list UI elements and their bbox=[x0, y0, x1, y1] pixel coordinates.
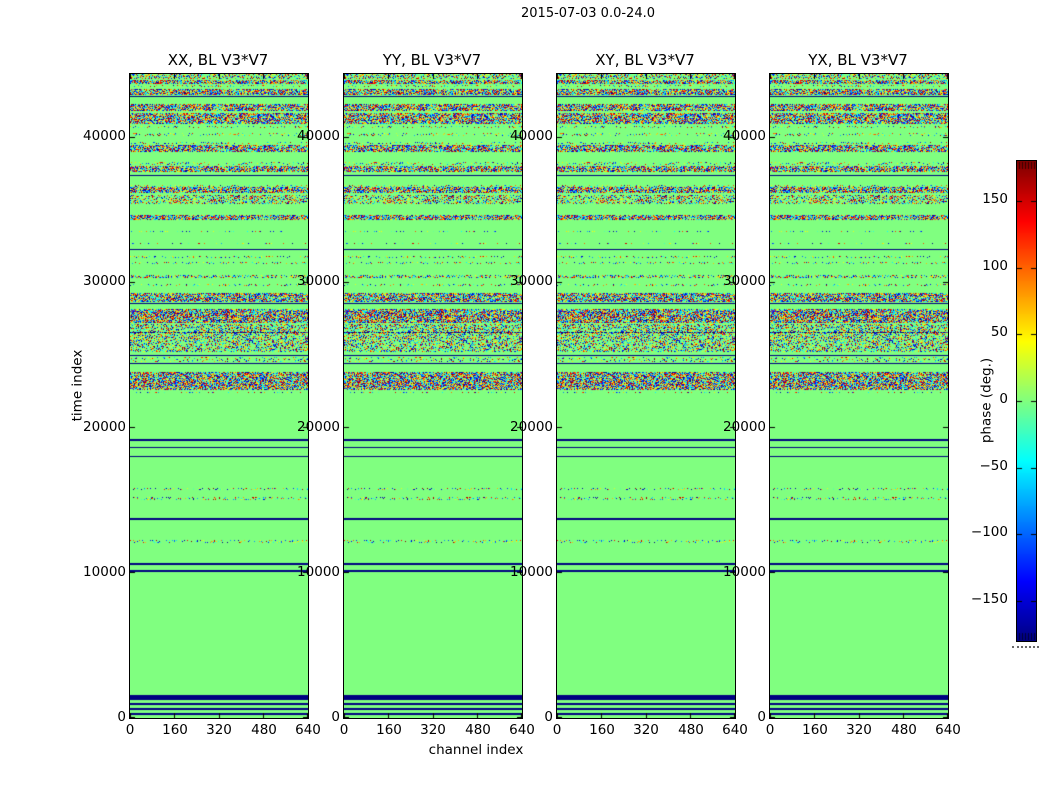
y-tick-label: 10000 bbox=[297, 564, 340, 580]
panel-title: XX, BL V3*V7 bbox=[167, 51, 269, 69]
heatmap-image bbox=[770, 74, 948, 718]
x-tick-label: 0 bbox=[339, 722, 349, 738]
y-tick-label: 10000 bbox=[723, 564, 766, 580]
heatmap-panel bbox=[343, 73, 523, 719]
y-tick-label: 40000 bbox=[510, 128, 553, 144]
x-tick-label: 320 bbox=[206, 722, 232, 738]
panel-title: XY, BL V3*V7 bbox=[595, 51, 695, 69]
x-tick-label: 0 bbox=[765, 722, 775, 738]
heatmap-panel bbox=[556, 73, 736, 719]
x-tick-label: 640 bbox=[722, 722, 748, 738]
x-tick-label: 640 bbox=[295, 722, 321, 738]
colorbar-tick-label: −50 bbox=[979, 458, 1008, 474]
x-tick-label: 160 bbox=[376, 722, 402, 738]
x-tick-label: 160 bbox=[162, 722, 188, 738]
colorbar-tick-label: 0 bbox=[999, 391, 1008, 407]
colorbar-tick-label: −150 bbox=[970, 591, 1008, 607]
y-tick-label: 30000 bbox=[83, 273, 126, 289]
heatmap-image bbox=[344, 74, 522, 718]
y-tick-label: 0 bbox=[331, 709, 340, 725]
y-tick-label: 0 bbox=[117, 709, 126, 725]
x-tick-label: 480 bbox=[678, 722, 704, 738]
y-tick-label: 40000 bbox=[723, 128, 766, 144]
y-tick-label: 20000 bbox=[297, 419, 340, 435]
heatmap-image bbox=[557, 74, 735, 718]
x-tick-label: 480 bbox=[891, 722, 917, 738]
x-tick-label: 320 bbox=[420, 722, 446, 738]
colorbar-label: phase (deg.) bbox=[978, 357, 995, 444]
y-axis-label: time index bbox=[69, 349, 86, 422]
y-tick-label: 30000 bbox=[510, 273, 553, 289]
x-axis-label: channel index bbox=[428, 742, 524, 758]
y-tick-label: 40000 bbox=[83, 128, 126, 144]
y-tick-label: 20000 bbox=[510, 419, 553, 435]
heatmap-panel bbox=[769, 73, 949, 719]
colorbar-tick-label: −100 bbox=[970, 524, 1008, 540]
colorbar-gradient bbox=[1017, 161, 1036, 641]
colorbar-tick-label: 100 bbox=[982, 258, 1008, 274]
colorbar-extend-dots bbox=[1012, 646, 1039, 648]
y-tick-label: 10000 bbox=[510, 564, 553, 580]
colorbar-tick-label: 50 bbox=[990, 324, 1008, 340]
y-tick-label: 20000 bbox=[723, 419, 766, 435]
x-tick-label: 480 bbox=[251, 722, 277, 738]
x-tick-label: 160 bbox=[802, 722, 828, 738]
figure-title: 2015-07-03 0.0-24.0 bbox=[521, 6, 655, 21]
x-tick-label: 160 bbox=[589, 722, 615, 738]
heatmap-image bbox=[130, 74, 308, 718]
y-tick-label: 0 bbox=[544, 709, 553, 725]
x-tick-label: 320 bbox=[846, 722, 872, 738]
x-tick-label: 320 bbox=[633, 722, 659, 738]
y-tick-label: 30000 bbox=[297, 273, 340, 289]
colorbar-tick-label: 150 bbox=[982, 191, 1008, 207]
x-tick-label: 0 bbox=[552, 722, 562, 738]
heatmap-panel bbox=[129, 73, 309, 719]
x-tick-label: 0 bbox=[125, 722, 135, 738]
panel-title: YY, BL V3*V7 bbox=[382, 51, 482, 69]
panel-title: YX, BL V3*V7 bbox=[808, 51, 908, 69]
y-tick-label: 40000 bbox=[297, 128, 340, 144]
x-tick-label: 640 bbox=[509, 722, 535, 738]
x-tick-label: 640 bbox=[935, 722, 961, 738]
colorbar bbox=[1016, 160, 1037, 642]
y-tick-label: 30000 bbox=[723, 273, 766, 289]
y-tick-label: 10000 bbox=[83, 564, 126, 580]
y-tick-label: 20000 bbox=[83, 419, 126, 435]
y-tick-label: 0 bbox=[757, 709, 766, 725]
x-tick-label: 480 bbox=[465, 722, 491, 738]
